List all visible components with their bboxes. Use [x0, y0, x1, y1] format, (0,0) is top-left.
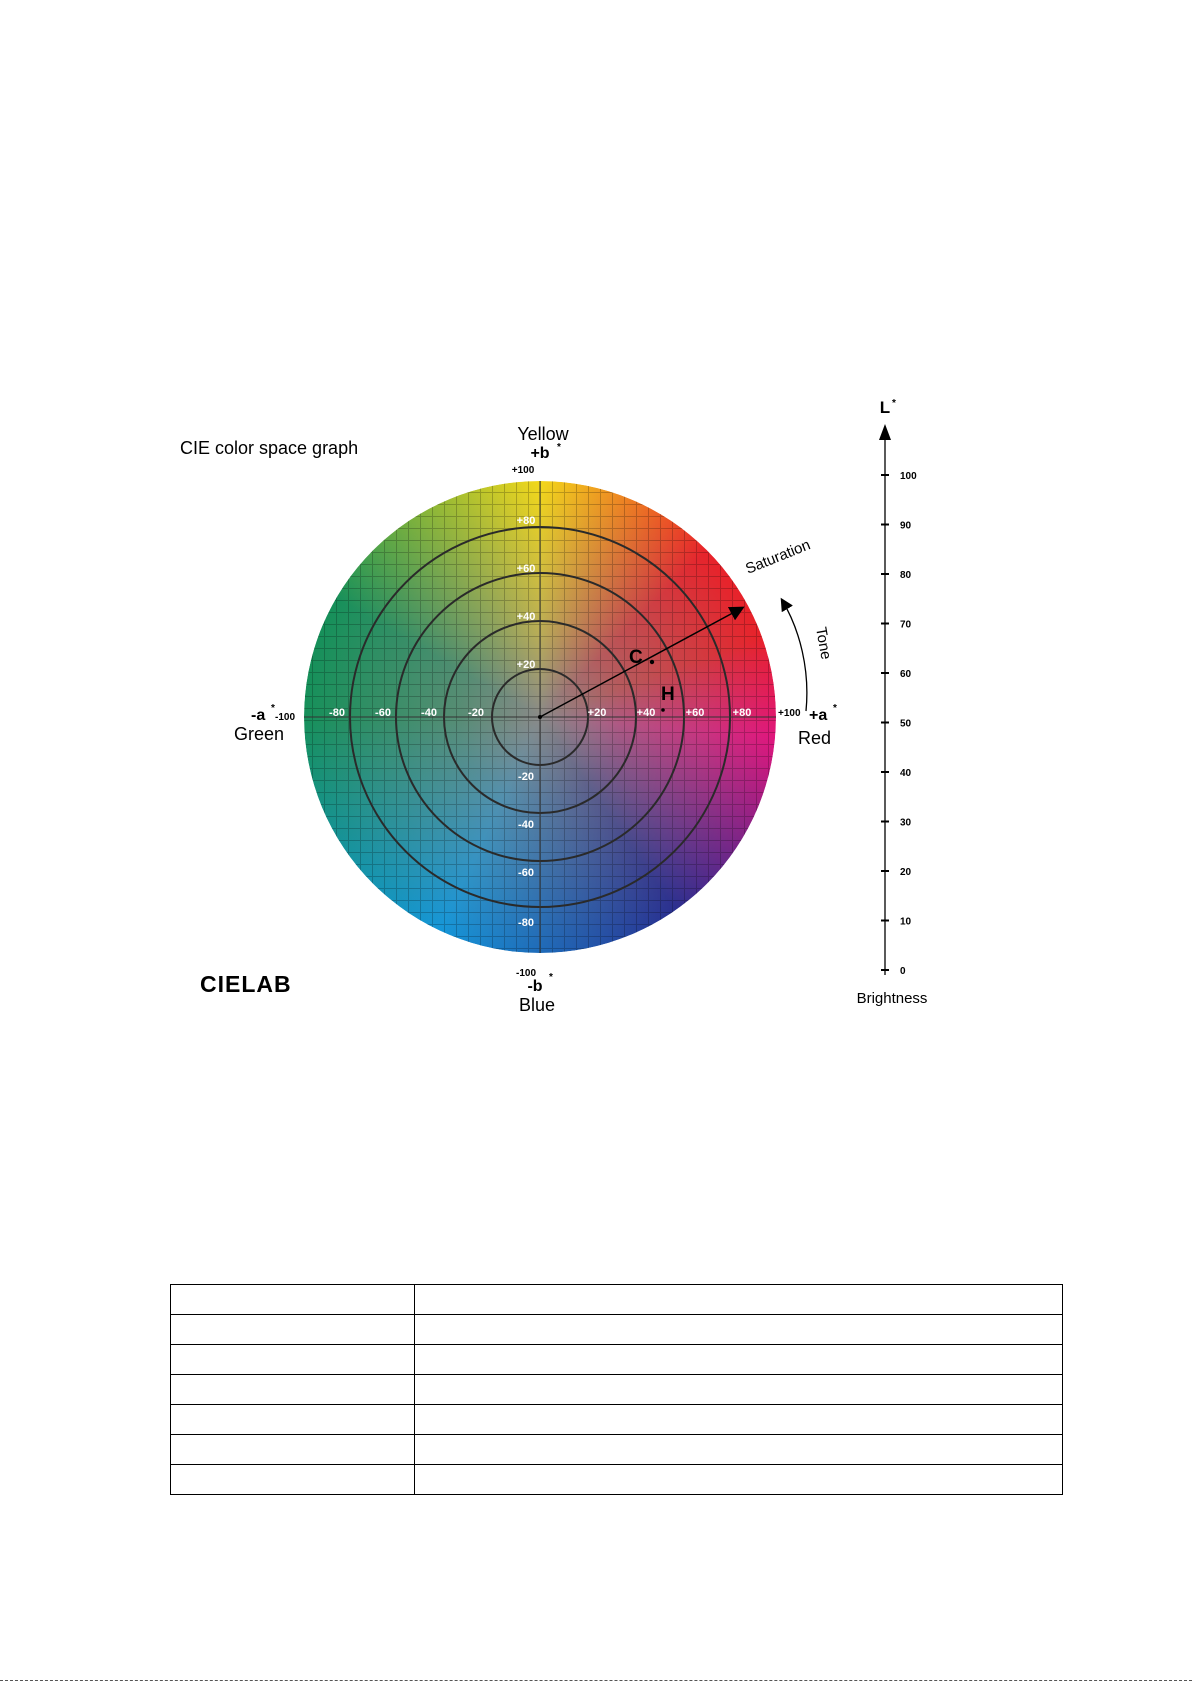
hue-point [661, 708, 665, 712]
table-row [171, 1405, 1063, 1435]
b-tick-label: -20 [518, 771, 534, 783]
b-tick-label: +60 [516, 563, 536, 575]
lightness-tick-label: 100 [900, 471, 917, 482]
plus-a-max: +100 [778, 708, 801, 719]
page-bottom-rule [0, 1680, 1192, 1681]
chroma-point [650, 660, 654, 664]
table-cell [171, 1285, 415, 1315]
lightness-caption: Brightness [856, 990, 928, 1007]
a-tick-label: -40 [421, 707, 437, 719]
model-name: CIELAB [200, 971, 292, 997]
a-tick-label: +60 [685, 707, 705, 719]
minus-a-label: -a [251, 707, 266, 724]
b-tick-label: +40 [516, 611, 536, 623]
table-cell [415, 1285, 1063, 1315]
tone-label: Tone [812, 625, 835, 661]
table-cell [171, 1375, 415, 1405]
b-tick-label: -80 [518, 917, 534, 929]
table-cell [171, 1345, 415, 1375]
table-row [171, 1465, 1063, 1495]
table-cell [415, 1345, 1063, 1375]
plus-a-star: * [833, 703, 837, 714]
plus-b-label: +b [530, 445, 550, 462]
table-cell [171, 1405, 415, 1435]
plus-a-label: +a [809, 707, 828, 724]
lightness-tick-label: 60 [900, 669, 912, 680]
chroma-label: C [629, 647, 643, 668]
lightness-tick-label: 70 [900, 619, 912, 631]
a-tick-label: +40 [636, 707, 656, 719]
minus-b-label: -b [527, 978, 543, 995]
green-label: Green [234, 724, 285, 744]
lightness-tick-label: 10 [900, 916, 912, 928]
yellow-label: Yellow [517, 424, 569, 444]
red-label: Red [798, 728, 832, 748]
lightness-tick-label: 50 [900, 718, 912, 730]
b-tick-label: +80 [516, 515, 536, 527]
a-tick-label: -60 [375, 707, 391, 719]
data-table [170, 1284, 1063, 1495]
table-cell [171, 1315, 415, 1345]
table-row [171, 1345, 1063, 1375]
table-row [171, 1375, 1063, 1405]
table-row [171, 1315, 1063, 1345]
lightness-tick-label: 90 [900, 520, 912, 532]
lightness-tick-label: 20 [900, 867, 912, 878]
minus-a-min: -100 [275, 712, 296, 723]
lightness-axis-label: L [879, 398, 891, 417]
table-cell [171, 1465, 415, 1495]
b-tick-label: -40 [518, 819, 534, 831]
lightness-arrow-icon [879, 424, 891, 440]
a-tick-label: +20 [587, 707, 607, 719]
table-cell [415, 1315, 1063, 1345]
a-tick-label: -80 [329, 707, 345, 719]
table-row [171, 1435, 1063, 1465]
b-tick-label: -60 [518, 867, 534, 879]
table-cell [415, 1405, 1063, 1435]
lightness-tick-label: 30 [900, 817, 912, 829]
table-cell [415, 1375, 1063, 1405]
plus-b-max: +100 [511, 465, 535, 476]
blue-label: Blue [518, 995, 556, 1015]
lightness-tick-label: 40 [900, 768, 912, 779]
a-tick-label: -20 [468, 707, 484, 719]
lightness-tick-label: 0 [900, 966, 906, 977]
hue-label: H [661, 684, 675, 705]
minus-a-star: * [271, 703, 275, 714]
a-tick-label: +80 [732, 707, 752, 719]
plus-b-star: * [557, 442, 561, 453]
table-cell [171, 1435, 415, 1465]
table-row [171, 1285, 1063, 1315]
diagram-title: CIE color space graph [180, 438, 359, 458]
tone-arrow [782, 600, 807, 711]
lightness-scale [857, 398, 928, 1007]
minus-b-star: * [549, 972, 553, 983]
table-cell [415, 1465, 1063, 1495]
lightness-axis-star: * [892, 398, 896, 409]
table-cell [415, 1435, 1063, 1465]
lightness-tick-label: 80 [900, 570, 912, 581]
minus-b-min: -100 [515, 968, 537, 979]
saturation-label: Saturation [743, 536, 813, 578]
b-tick-label: +20 [516, 659, 536, 671]
